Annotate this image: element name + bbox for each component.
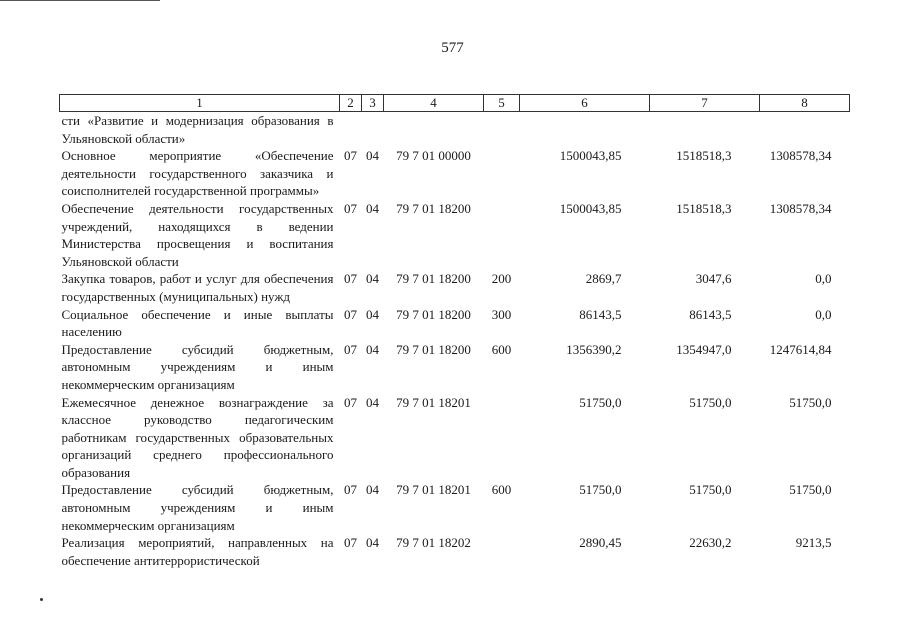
row-section: 07 — [344, 535, 357, 551]
row-section: 07 — [344, 482, 357, 498]
row-subsection: 04 — [366, 306, 379, 322]
row-expense-type — [484, 147, 520, 200]
row-expense-type: 600 — [491, 482, 512, 498]
row-subsection: 04 — [366, 482, 379, 498]
row-description: Реализация мероприятий, направленных на обеспечение антитеррористической — [61, 535, 334, 568]
table-row — [60, 200, 850, 270]
row-target-code: 79 7 01 18200 — [396, 200, 471, 216]
row-section: 07 — [344, 148, 357, 164]
row-description: Предоставление субсидий бюджетным, автономным учреждениям и иным некоммерческим организациям — [61, 482, 334, 533]
row-subsection: 04 — [366, 535, 379, 551]
row-target-code: 79 7 01 18201 — [396, 482, 471, 498]
col-header-3: 3 — [362, 95, 384, 112]
row-subsection: 04 — [366, 148, 379, 164]
row-target-code — [384, 112, 484, 148]
row-expense-type: 200 — [491, 271, 512, 287]
row-expense-type — [484, 200, 520, 270]
col-header-6: 6 — [520, 95, 650, 112]
row-subsection: 04 — [366, 341, 379, 357]
row-subsection: 04 — [366, 394, 379, 410]
col-header-7: 7 — [650, 95, 760, 112]
row-amount-7: 1518518,3 — [676, 148, 732, 164]
row-description: Ежемесячное денежное вознаграждение за классное руководство педагогическим работникам государственных образовательных организаций среднего профессионального образования — [61, 394, 334, 480]
row-amount-6: 1500043,85 — [559, 200, 622, 216]
row-amount-8: 0,0 — [815, 306, 832, 322]
row-amount-6 — [520, 112, 650, 148]
row-amount-8: 51750,0 — [789, 482, 832, 498]
row-section: 07 — [344, 394, 357, 410]
col-header-4: 4 — [384, 95, 484, 112]
row-amount-7: 1518518,3 — [676, 200, 732, 216]
col-header-5: 5 — [484, 95, 520, 112]
row-amount-8 — [760, 112, 850, 148]
row-amount-8: 1308578,34 — [769, 148, 832, 164]
table-row — [60, 341, 850, 394]
row-amount-7 — [650, 112, 760, 148]
row-expense-type: 300 — [491, 306, 512, 322]
row-amount-6: 51750,0 — [579, 394, 622, 410]
row-expense-type — [484, 394, 520, 482]
row-target-code: 79 7 01 18202 — [396, 535, 471, 551]
row-target-code: 79 7 01 18200 — [396, 271, 471, 287]
row-expense-type — [484, 534, 520, 569]
row-amount-7: 51750,0 — [689, 394, 732, 410]
table-row — [60, 112, 850, 148]
table-row — [60, 306, 850, 341]
row-section — [340, 112, 362, 148]
table-row — [60, 270, 850, 305]
row-subsection — [362, 112, 384, 148]
row-amount-6: 2869,7 — [585, 271, 622, 287]
row-target-code: 79 7 01 00000 — [396, 148, 471, 164]
row-amount-6: 1356390,2 — [566, 341, 622, 357]
row-amount-7: 1354947,0 — [676, 341, 732, 357]
row-amount-7: 22630,2 — [689, 535, 732, 551]
table-row — [60, 147, 850, 200]
row-section: 07 — [344, 200, 357, 216]
scan-speck — [40, 598, 43, 601]
table-row — [60, 481, 850, 534]
row-target-code: 79 7 01 18201 — [396, 394, 471, 410]
row-target-code: 79 7 01 18200 — [396, 341, 471, 357]
row-amount-7: 3047,6 — [695, 271, 732, 287]
row-section: 07 — [344, 306, 357, 322]
row-section: 07 — [344, 341, 357, 357]
row-expense-type — [484, 112, 520, 148]
row-amount-8: 1308578,34 — [769, 200, 832, 216]
table-row — [60, 394, 850, 482]
row-amount-7: 86143,5 — [689, 306, 732, 322]
row-amount-8: 51750,0 — [789, 394, 832, 410]
col-header-8: 8 — [760, 95, 850, 112]
header-row — [60, 95, 850, 112]
row-amount-6: 51750,0 — [579, 482, 622, 498]
row-amount-8: 9213,5 — [795, 535, 832, 551]
row-description: Основное мероприятие «Обеспечение деятельности государственного заказчика и соисполнителей государственной программы» — [61, 148, 334, 199]
row-description: Закупка товаров, работ и услуг для обеспечения государственных (муниципальных) нужд — [61, 271, 334, 304]
budget-table — [59, 94, 850, 569]
scan-edge-line — [0, 0, 160, 1]
row-target-code: 79 7 01 18200 — [396, 306, 471, 322]
page-number: 577 — [441, 40, 464, 56]
row-description: сти «Развитие и модернизация образования в Ульяновской области» — [61, 113, 334, 146]
row-amount-6: 2890,45 — [579, 535, 622, 551]
row-description: Социальное обеспечение и иные выплаты населению — [61, 306, 334, 340]
row-amount-7: 51750,0 — [689, 482, 732, 498]
row-amount-6: 86143,5 — [579, 306, 622, 322]
row-amount-8: 0,0 — [815, 271, 832, 287]
row-subsection: 04 — [366, 271, 379, 287]
row-section: 07 — [344, 271, 357, 287]
table-row — [60, 534, 850, 569]
row-subsection: 04 — [366, 200, 379, 216]
row-description: Предоставление субсидий бюджетным, автономным учреждениям и иным некоммерческим организациям — [61, 341, 334, 392]
row-amount-8: 1247614,84 — [769, 341, 832, 357]
col-header-2: 2 — [340, 95, 362, 112]
row-description: Обеспечение деятельности государственных учреждений, находящихся в ведении Министерства просвещения и воспитания Ульяновской области — [61, 200, 334, 269]
col-header-1: 1 — [60, 95, 340, 112]
row-amount-6: 1500043,85 — [559, 148, 622, 164]
row-expense-type: 600 — [491, 341, 512, 357]
